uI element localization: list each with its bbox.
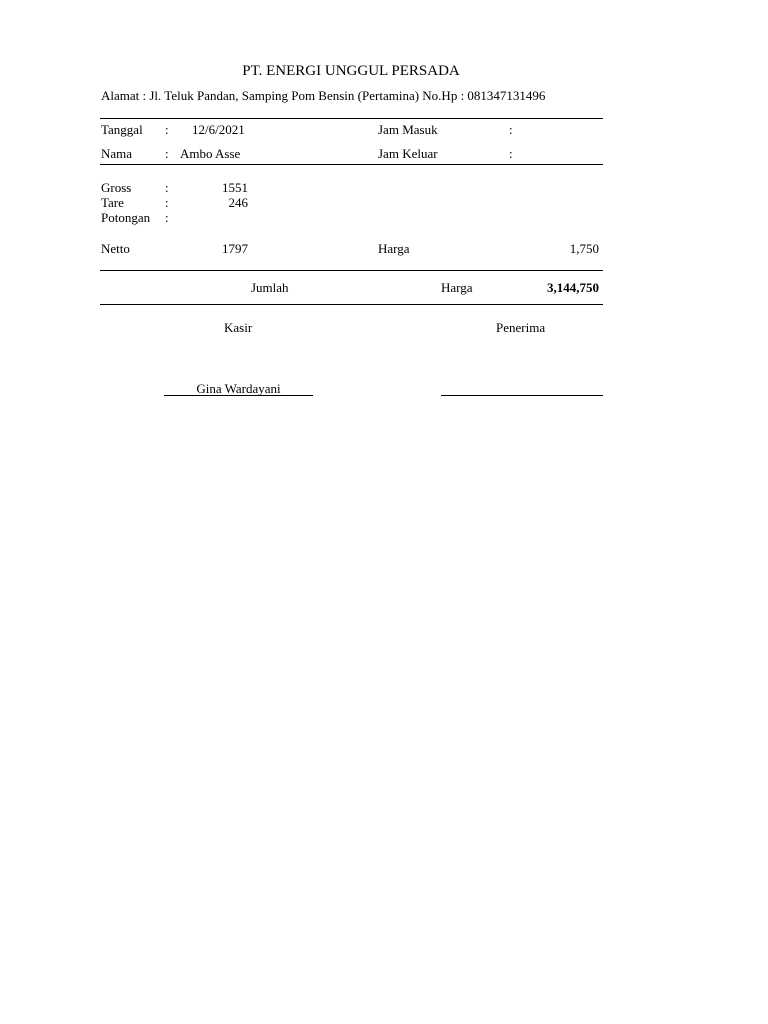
gross-value: 1551 (222, 180, 248, 195)
divider-total-top (100, 270, 603, 271)
potongan-colon: : (165, 210, 169, 225)
kasir-signature-line (164, 395, 313, 396)
total-harga-label: Harga (441, 280, 473, 295)
penerima-signature-line (441, 395, 603, 396)
divider-info (100, 164, 603, 165)
nama-colon: : (165, 146, 169, 161)
tanggal-colon: : (165, 122, 169, 137)
netto-value: 1797 (222, 241, 248, 256)
jumlah-label: Jumlah (251, 280, 289, 295)
divider-total-bottom (100, 304, 603, 305)
netto-label: Netto (101, 241, 130, 256)
jam-masuk-label: Jam Masuk (378, 122, 438, 137)
kasir-name: Gina Wardayani (196, 381, 281, 396)
tare-label: Tare (101, 195, 124, 210)
total-amount: 3,144,750 (547, 280, 599, 295)
nama-label: Nama (101, 146, 133, 161)
jam-keluar-colon: : (509, 146, 513, 161)
gross-label: Gross (101, 180, 132, 195)
jam-keluar-label: Jam Keluar (378, 146, 438, 161)
gross-colon: : (165, 180, 169, 195)
potongan-label: Potongan (101, 210, 151, 225)
jam-masuk-colon: : (509, 122, 513, 137)
harga-value: 1,750 (569, 241, 599, 256)
divider-top (100, 118, 603, 119)
tanggal-value: 12/6/2021 (192, 122, 245, 137)
nama-value: Ambo Asse (180, 146, 241, 161)
company-name: PT. ENERGI UNGGUL PERSADA (242, 63, 460, 79)
penerima-label: Penerima (496, 320, 546, 335)
tare-value: 246 (228, 195, 248, 210)
tanggal-label: Tanggal (101, 122, 143, 137)
tare-colon: : (165, 195, 169, 210)
kasir-label: Kasir (224, 320, 253, 335)
harga-label: Harga (378, 241, 410, 256)
company-address: Alamat : Jl. Teluk Pandan, Samping Pom Bensin (Pertamina) No.Hp : 081347131496 (101, 88, 546, 103)
